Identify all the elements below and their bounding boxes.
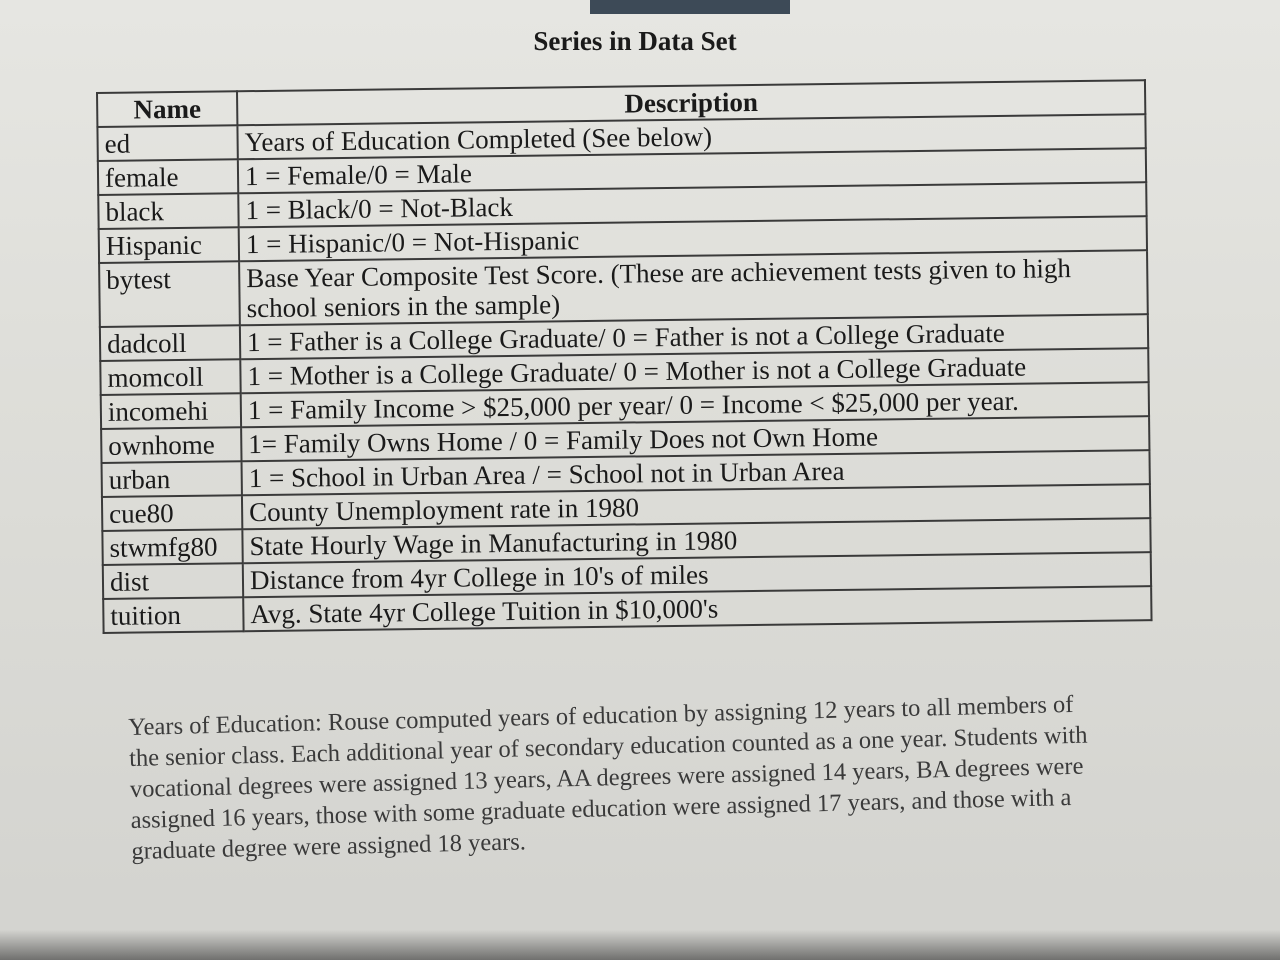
series-name: ownhome [101,427,241,463]
series-name: ed [97,125,237,161]
series-description: 1 = Black/0 = Not-Black [238,182,1146,227]
series-description: 1 = Female/0 = Male [238,148,1146,193]
series-description: 1= Family Owns Home / 0 = Family Does not Own Home [241,416,1149,461]
series-description: County Unemployment rate in 1980 [242,484,1150,529]
page-title: Series in Data Set [533,26,737,56]
series-name: stwmfg80 [102,529,242,565]
series-description: 1 = Mother is a College Graduate/ 0 = Mother is not a College Graduate [240,348,1148,393]
description-column-header: Description [237,80,1145,125]
series-description: State Hourly Wage in Manufacturing in 1980 [242,518,1150,563]
series-name: cue80 [102,495,242,531]
series-description: Distance from 4yr College in 10's of miles [243,552,1151,597]
series-name: female [98,159,238,195]
series-description: Base Year Composite Test Score. (These are achievement tests given to high school seniors in the sample) [239,250,1148,325]
series-description: 1 = Father is a College Graduate/ 0 = Father is not a College Graduate [240,314,1148,359]
series-table-body [97,114,1151,633]
series-name: urban [102,461,242,497]
series-name: momcoll [100,359,240,395]
series-description: 1 = School in Urban Area / = School not in Urban Area [242,450,1150,495]
series-name: incomehi [101,393,241,429]
screen-bottom-edge [0,930,1280,960]
education-note: Years of Education: Rouse computed years of education by assigning 12 years to all members of the senior class. Each additional year of secondary education counted as a one year. Students with vocational degrees were assigned 13 years, AA degrees were assigned 14 years, BA degrees were assigned 16 years, those with some graduate education were assigned 17 years, and those with a graduate degree were assigned 18 years. [128,690,1088,865]
series-name: black [98,193,238,229]
series-name: bytest [99,261,240,327]
series-name: dist [103,563,243,599]
series-description: Years of Education Completed (See below) [237,114,1145,159]
screen-top-bar [590,0,790,14]
series-description: Avg. State 4yr College Tuition in $10,000's [243,586,1151,631]
name-column-header: Name [97,91,237,127]
series-name: Hispanic [99,227,239,263]
series-table [96,79,1153,634]
series-description: 1 = Family Income > $25,000 per year/ 0 = Income < $25,000 per year. [241,382,1149,427]
series-name: dadcoll [100,325,240,361]
series-description: 1 = Hispanic/0 = Not-Hispanic [239,216,1147,261]
series-name: tuition [103,597,243,633]
